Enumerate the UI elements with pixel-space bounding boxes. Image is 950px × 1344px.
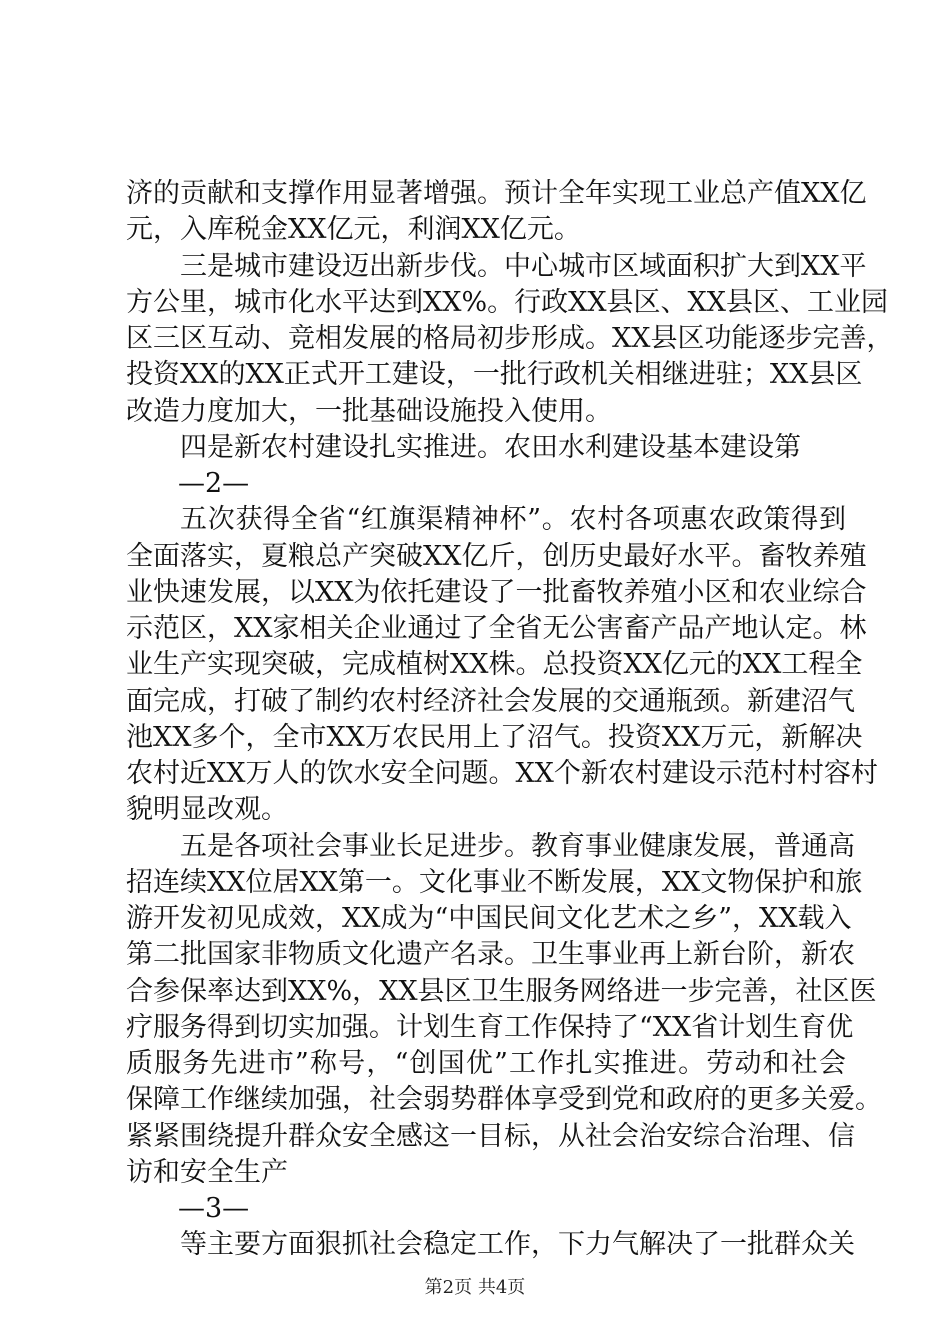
text-line: 游开发初见成效，XX成为“中国民间文化艺术之乡”，XX载入: [126, 903, 852, 934]
text-line: 元，入库税金XX亿元，利润XX亿元。: [126, 214, 581, 245]
page-marker: —2—: [178, 468, 250, 499]
text-line: 业快速发展，以XX为依托建设了一批畜牧养殖小区和农业综合: [126, 577, 867, 608]
text-line: 合参保率达到XX%，XX县区卫生服务网络进一步完善，社区医: [126, 976, 877, 1007]
text-line: 面完成，打破了制约农村经济社会发展的交通瓶颈。新建沼气: [126, 686, 855, 717]
text-line: 区三区互动、竞相发展的格局初步形成。XX县区功能逐步完善，: [126, 323, 894, 354]
text-line: 疗服务得到切实加强。计划生育工作保持了“XX省计划生育优: [126, 1012, 854, 1043]
text-line: 五次获得全省“红旗渠精神杯”。农村各项惠农政策得到: [180, 504, 846, 535]
text-line: 农村近XX万人的饮水安全问题。XX个新农村建设示范村村容村: [126, 758, 878, 789]
text-line: 貌明显改观。: [126, 794, 288, 825]
text-line: 改造力度加大，一批基础设施投入使用。: [126, 396, 612, 427]
text-line: 池XX多个，全市XX万农民用上了沼气。投资XX万元，新解决: [126, 722, 863, 753]
text-line: 招连续XX位居XX第一。文化事业不断发展，XX文物保护和旅: [126, 867, 863, 898]
text-line: 投资XX的XX正式开工建设，一批行政机关相继进驻；XX县区: [126, 359, 863, 390]
text-line: 三是城市建设迈出新步伐。中心城市区域面积扩大到XX平: [180, 251, 867, 282]
text-line: 业生产实现突破，完成植树XX株。总投资XX亿元的XX工程全: [126, 649, 863, 680]
text-line: 五是各项社会事业长足进步。教育事业健康发展，普通高: [180, 831, 855, 862]
text-line: 济的贡献和支撑作用显著增强。预计全年实现工业总产值XX亿: [126, 178, 867, 209]
text-line: 方公里，城市化水平达到XX%。行政XX县区、XX县区、工业园: [126, 287, 888, 318]
text-line: 示范区，XX家相关企业通过了全省无公害畜产品产地认定。林: [126, 613, 867, 644]
text-line: 四是新农村建设扎实推进。农田水利建设基本建设第: [180, 432, 801, 463]
text-line: 第二批国家非物质文化遗产名录。卫生事业再上新台阶，新农: [126, 939, 855, 970]
page-marker: —3—: [178, 1193, 250, 1224]
text-line: 紧紧围绕提升群众安全感这一目标，从社会治安综合治理、信: [126, 1121, 855, 1152]
text-line: 等主要方面狠抓社会稳定工作，下力气解决了一批群众关: [180, 1229, 855, 1260]
text-line: 访和安全生产: [126, 1157, 288, 1188]
page-footer: 第2页 共4页: [424, 1277, 526, 1298]
text-line: 质服务先进市”称号，“创国优”工作扎实推进。劳动和社会: [126, 1048, 846, 1079]
text-line: 全面落实，夏粮总产突破XX亿斤，创历史最好水平。畜牧养殖: [126, 541, 867, 572]
text-line: 保障工作继续加强，社会弱势群体享受到党和政府的更多关爱。: [126, 1084, 882, 1115]
